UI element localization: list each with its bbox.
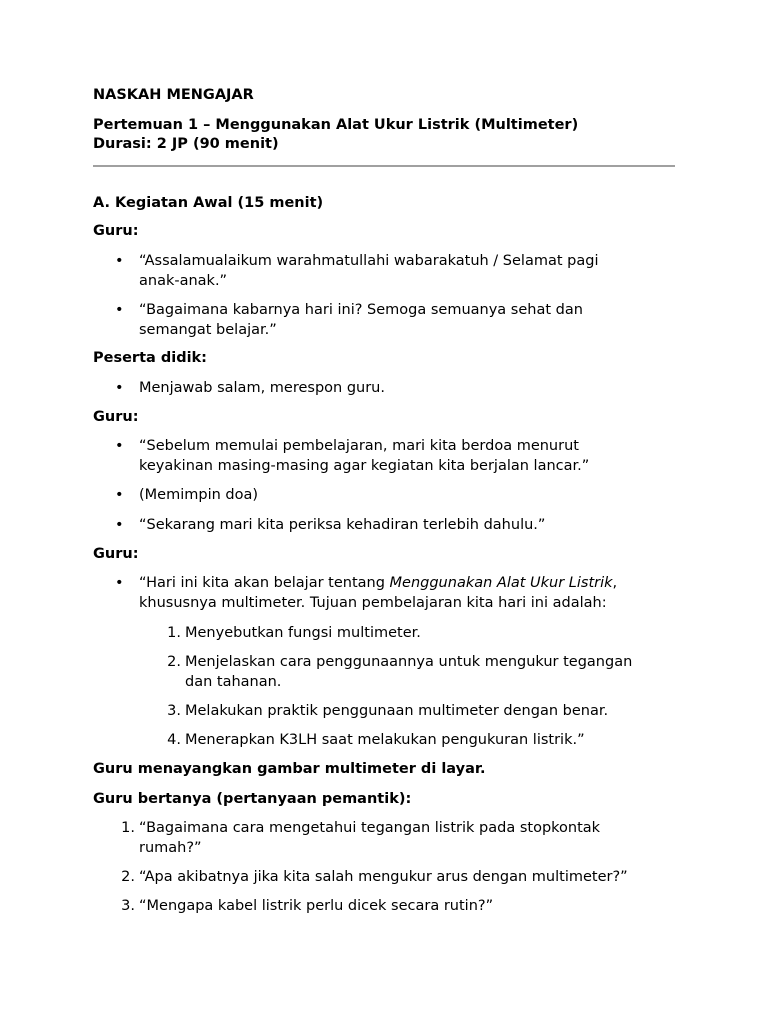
list-item <box>115 379 679 399</box>
question-line: “Mengapa kabel listrik perlu dicek secara rutin?” <box>139 898 494 914</box>
item-line: “Bagaimana kabarnya hari ini? Semoga semuanya sehat dan <box>139 302 583 318</box>
item-line: “Sebelum memulai pembelajaran, mari kita berdoa menurut <box>139 438 579 454</box>
question-item <box>121 897 679 917</box>
list-item <box>115 252 679 291</box>
question-line: “Bagaimana cara mengetahui tegangan listrik pada stopkontak <box>139 820 601 836</box>
item-line: khususnya multimeter. Tujuan pembelajaran kita hari ini adalah: <box>139 594 607 611</box>
question-number: 2. <box>121 869 135 885</box>
goal-line: dan tahanan. <box>185 673 282 690</box>
goal-line: Menyebutkan fungsi multimeter. <box>185 625 421 641</box>
goal-item <box>167 624 675 644</box>
question-item <box>121 868 679 888</box>
item-line: Menjawab salam, merespon guru. <box>139 380 385 396</box>
question-heading: Guru bertanya (pertanyaan pemantik): <box>93 791 412 807</box>
item-line: anak-anak.” <box>139 272 228 289</box>
goal-line: Menerapkan K3LH saat melakukan pengukuran listrik.” <box>185 732 585 748</box>
question-item <box>121 819 679 858</box>
item-line: “Sekarang mari kita periksa kehadiran terlebih dahulu.” <box>139 517 546 533</box>
speaker-label-guru: Guru: <box>93 546 139 562</box>
bullet-marker: • <box>115 380 124 396</box>
speaker-label-guru: Guru: <box>93 409 139 425</box>
question-line: “Apa akibatnya jika kita salah mengukur arus dengan multimeter?” <box>139 869 628 885</box>
bullet-marker: • <box>115 302 124 318</box>
section-heading: A. Kegiatan Awal (15 menit) <box>93 195 324 211</box>
list-item <box>115 574 679 613</box>
goal-item <box>167 653 675 692</box>
goal-line: Melakukan praktik penggunaan multimeter dengan benar. <box>185 703 609 719</box>
speaker-label-guru: Guru: <box>93 223 139 239</box>
speaker-label-peserta: Peserta didik: <box>93 350 207 366</box>
topic-text: “Hari ini kita akan belajar tentang <box>139 575 390 591</box>
question-number: 3. <box>121 898 135 914</box>
bullet-marker: • <box>115 438 124 454</box>
list-item <box>115 437 679 476</box>
goal-number: 1. <box>167 625 181 641</box>
document-title: NASKAH MENGAJAR <box>93 87 254 103</box>
topic-comma: , <box>612 575 618 591</box>
bullet-marker: • <box>115 575 124 591</box>
goal-number: 3. <box>167 703 181 719</box>
item-line: semangat belajar.” <box>139 321 277 338</box>
bullet-marker: • <box>115 487 124 503</box>
bullet-marker: • <box>115 517 124 533</box>
goal-item <box>167 731 675 751</box>
goal-number: 4. <box>167 732 181 748</box>
item-line <box>139 574 679 594</box>
item-line: (Memimpin doa) <box>139 487 259 503</box>
goal-line: Menjelaskan cara penggunaannya untuk mengukur tegangan <box>185 654 633 670</box>
item-line: keyakinan masing-masing agar kegiatan kita berjalan lancar.” <box>139 457 590 474</box>
goal-item <box>167 702 675 722</box>
list-item <box>115 516 679 536</box>
question-number: 1. <box>121 820 135 836</box>
question-line: rumah?” <box>139 839 202 856</box>
duration-line: Durasi: 2 JP (90 menit) <box>93 136 279 152</box>
stage-direction: Guru menayangkan gambar multimeter di layar. <box>93 761 486 777</box>
list-item <box>115 486 679 506</box>
goal-number: 2. <box>167 654 181 670</box>
list-item <box>115 301 679 340</box>
horizontal-divider <box>93 165 675 167</box>
bullet-marker: • <box>115 253 124 269</box>
item-line: “Assalamualaikum warahmatullahi wabarakatuh / Selamat pagi <box>139 253 599 269</box>
meeting-line: Pertemuan 1 – Menggunakan Alat Ukur Listrik (Multimeter) <box>93 117 579 133</box>
topic-italic: Menggunakan Alat Ukur Listrik <box>389 575 613 591</box>
